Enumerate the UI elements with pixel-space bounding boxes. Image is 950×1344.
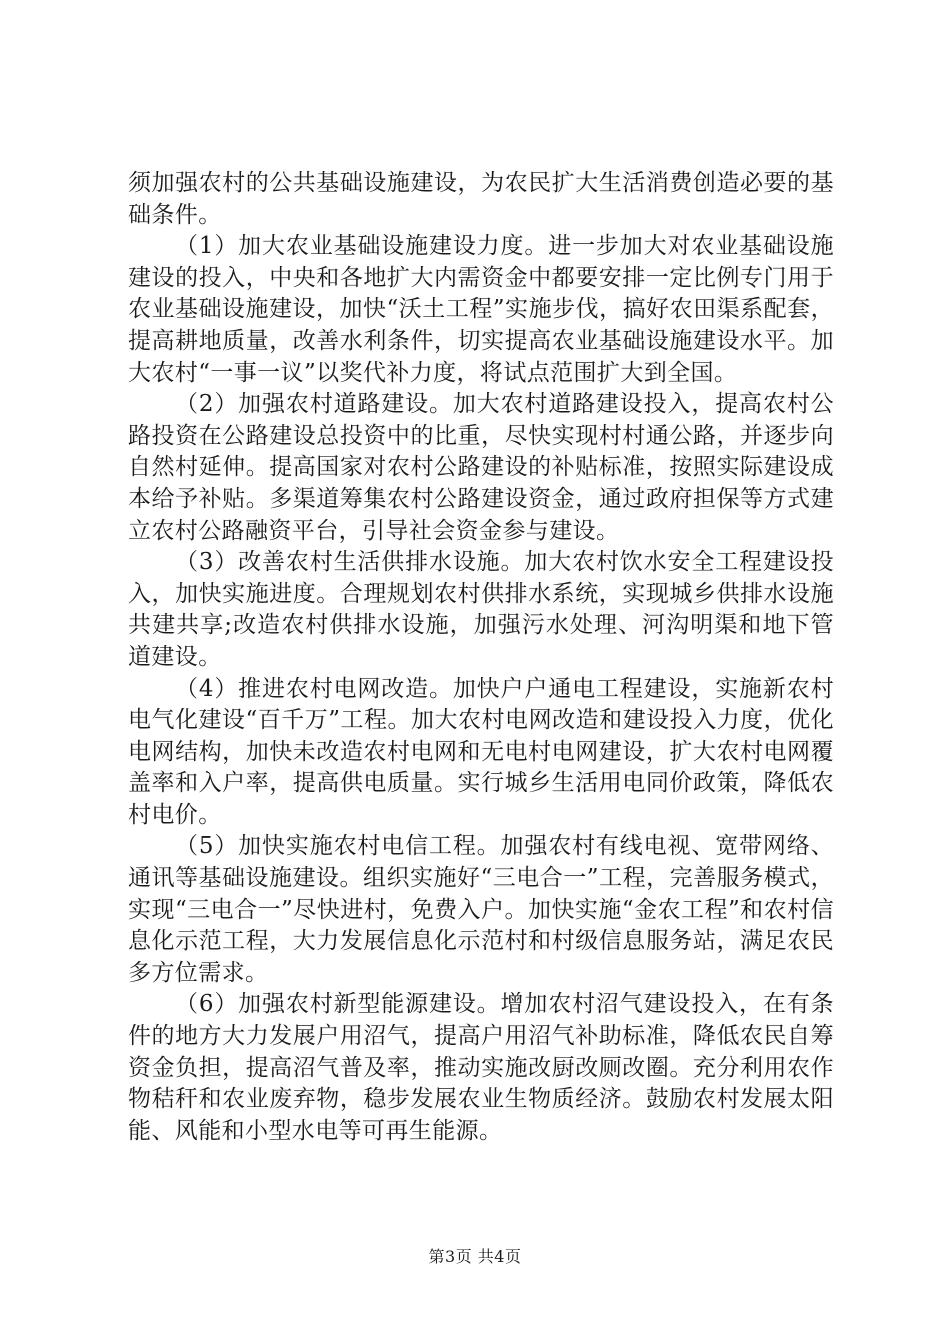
paragraph-continuation: 须加强农村的公共基础设施建设，为农民扩大生活消费创造必要的基础条件。 xyxy=(128,170,834,228)
paragraph-power-grid: （4）推进农村电网改造。加快户户通电工程建设，实施新农村电气化建设“百千万”工程。加大农村电网改造和建设投入力度，优化电网结构，加快未改造农村电网和无电村电网建设，扩大农村电网覆盖率和入户率，提高供电质量。实行城乡生活用电同价政策，降低农村电价。 xyxy=(128,675,834,828)
paragraph-new-energy: （6）加强农村新型能源建设。增加农村沼气建设投入，在有条件的地方大力发展户用沼气，提高户用沼气补助标准，降低农民自筹资金负担，提高沼气普及率，推动实施改厨改厕改圈。充分利用农作物秸秆和农业废弃物，稳步发展农业生物质经济。鼓励农村发展太阳能、风能和小型水电等可再生能源。 xyxy=(128,991,834,1144)
paragraph-water-supply: （3）改善农村生活供排水设施。加大农村饮水安全工程建设投入，加快实施进度。合理规划农村供排水系统，实现城乡供排水设施共建共享;改造农村供排水设施，加强污水处理、河沟明渠和地下管道建设。 xyxy=(128,549,834,670)
paragraph-telecom: （5）加快实施农村电信工程。加强农村有线电视、宽带网络、通讯等基础设施建设。组织实施好“三电合一”工程，完善服务模式，实现“三电合一”尽快进村，免费入户。加快实施“金农工程”和农村信息化示范工程，大力发展信息化示范村和村级信息服务站，满足农民多方位需求。 xyxy=(128,833,834,986)
page-number-footer: 第3页 共4页 xyxy=(428,1247,522,1266)
paragraph-rural-roads: （2）加强农村道路建设。加大农村道路建设投入，提高农村公路投资在公路建设总投资中的比重，尽快实现村村通公路，并逐步向自然村延伸。提高国家对农村公路建设的补贴标准，按照实际建设成本给予补贴。多渠道筹集农村公路建设资金，通过政府担保等方式建立农村公路融资平台，引导社会资金参与建设。 xyxy=(128,391,834,544)
document-body xyxy=(128,168,834,1147)
paragraph-agricultural-infrastructure: （1）加大农业基础设施建设力度。进一步加大对农业基础设施建设的投入，中央和各地扩大内需资金中都要安排一定比例专门用于农业基础设施建设，加快“沃土工程”实施步伐，搞好农田渠系配套，提高耕地质量，改善水利条件，切实提高农业基础设施建设水平。加大农村“一事一议”以奖代补力度，将试点范围扩大到全国。 xyxy=(128,233,834,386)
